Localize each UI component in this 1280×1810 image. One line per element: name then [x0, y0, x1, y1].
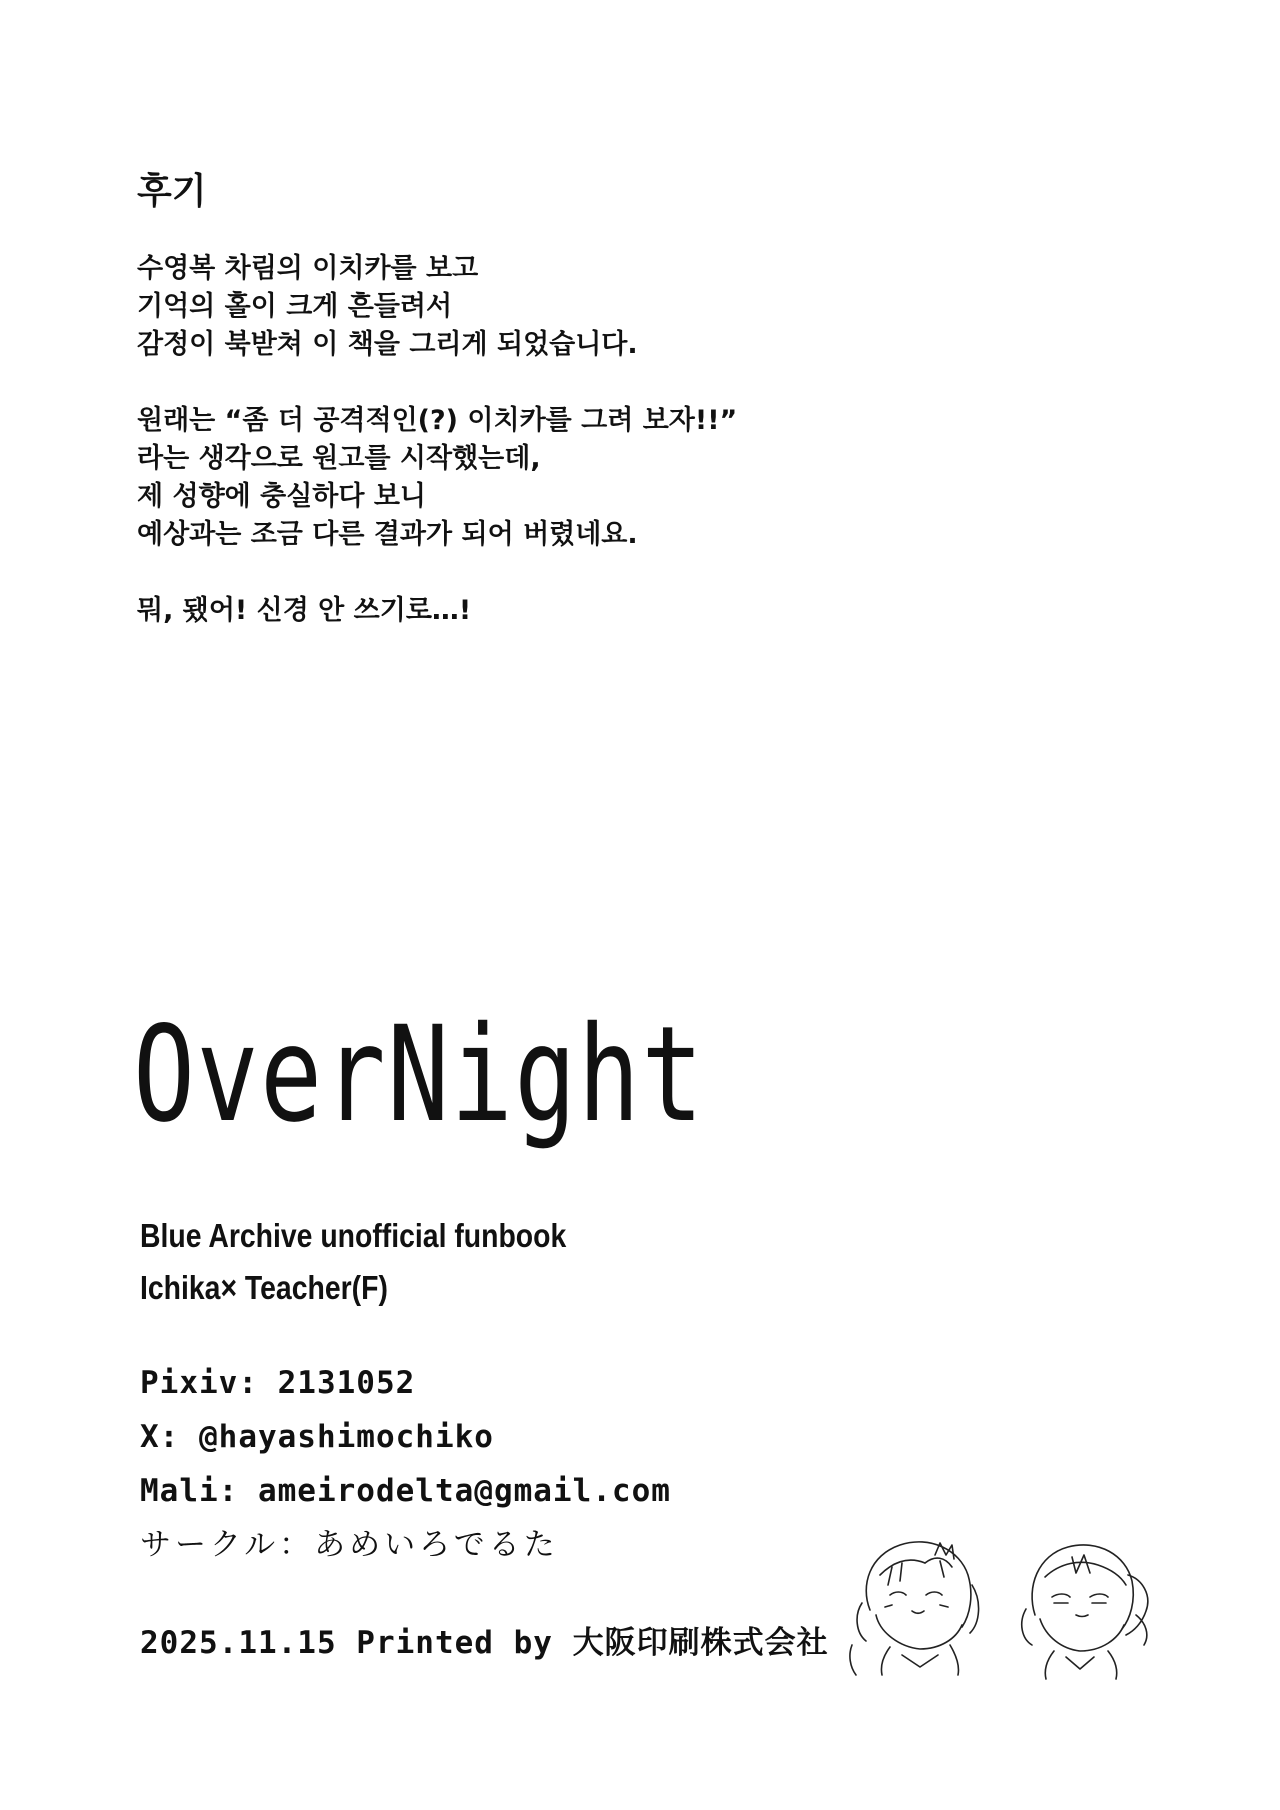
book-pairing: Ichika× Teacher(F) [140, 1269, 388, 1306]
book-info [140, 1210, 1040, 1314]
afterword-line: 감정이 북받쳐 이 책을 그리게 되었습니다. [137, 329, 638, 360]
afterword-heading: 후기 [137, 171, 207, 212]
afterword-line: 제 성향에 충실하다 보니 [137, 481, 427, 512]
afterword-line: 예상과는 조금 다른 결과가 되어 버렸네요. [137, 519, 638, 550]
afterword-line: 원래는 “좀 더 공격적인(?) 이치카를 그려 보자!!” [137, 405, 738, 436]
afterword-line: 뭐, 됐어! 신경 안 쓰기로…! [137, 595, 472, 626]
afterword-paragraph-1 [137, 250, 1137, 364]
pixiv-id: Pixiv: 2131052 [140, 1365, 416, 1401]
afterword-paragraph-3 [137, 592, 1137, 630]
circle-name: サークル：あめいろでるた [140, 1527, 559, 1563]
chibi-sketch-icon [840, 1515, 1170, 1685]
book-title: OverNight [133, 998, 705, 1152]
print-info: 2025.11.15 Printed by 大阪印刷株式会社 [140, 1625, 829, 1661]
afterword-paragraph-2 [137, 402, 1137, 554]
afterword-line: 기억의 홀이 크게 흔들려서 [137, 291, 453, 322]
afterword-section [137, 170, 1137, 668]
afterword-line: 수영복 차림의 이치카를 보고 [137, 253, 479, 284]
afterword-line: 라는 생각으로 원고를 시작했는데, [137, 443, 541, 474]
x-handle: X: @hayashimochiko [140, 1419, 494, 1455]
book-subtitle: Blue Archive unofficial funbook [140, 1217, 567, 1254]
mail-address: Mali: ameirodelta@gmail.com [140, 1473, 671, 1509]
